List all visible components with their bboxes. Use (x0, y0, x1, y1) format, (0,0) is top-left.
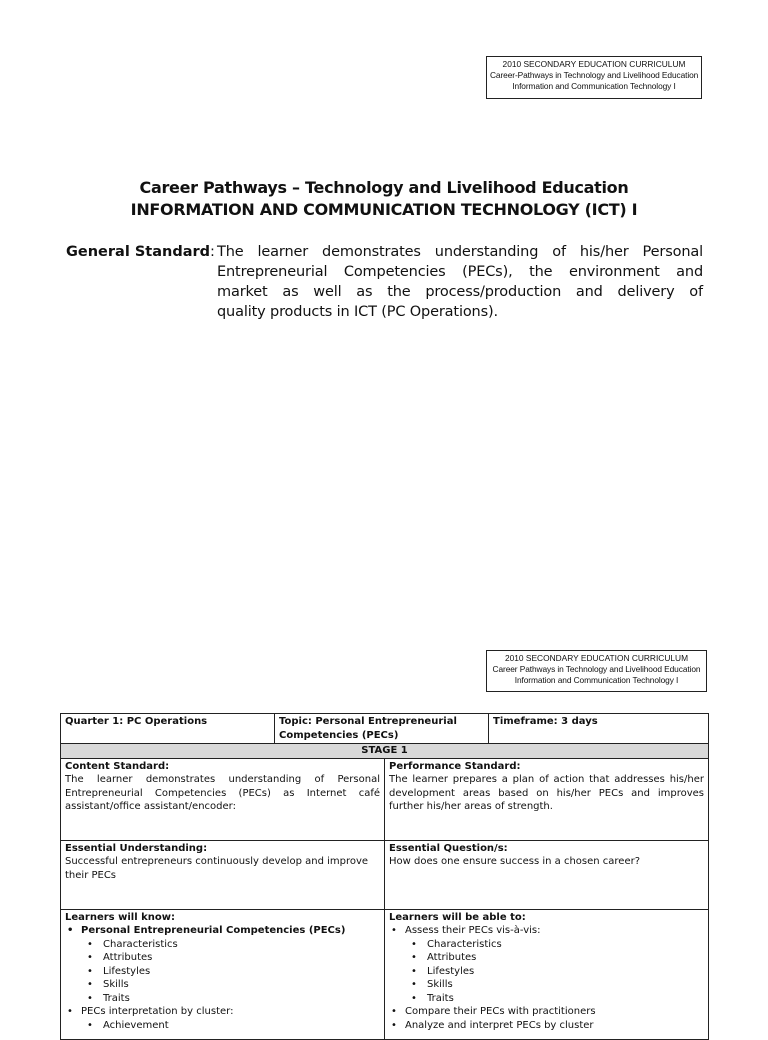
quarter-cell (61, 714, 275, 744)
essential-understanding-label: Essential Understanding: (65, 842, 208, 854)
standards-row (61, 758, 709, 840)
stage-cell (61, 744, 709, 759)
curriculum-header-line: 2010 SECONDARY EDUCATION CURRICULUM (504, 653, 689, 663)
learners-know-cell (61, 909, 385, 1039)
list-item: • Characteristics (65, 938, 380, 952)
essential-understanding-text: Successful entrepreneurs continuously develop and improve their PECs (65, 856, 369, 881)
timeframe-cell (489, 714, 709, 744)
essential-question-cell (385, 840, 709, 909)
list-item: • Achievement (65, 1019, 380, 1033)
curriculum-header-line: Information and Communication Technology I (512, 81, 676, 91)
list-item: • Personal Entrepreneurial Competencies (PECs) (65, 924, 380, 938)
list-item: • Lifestyles (65, 965, 380, 979)
general-standard-text (217, 242, 703, 322)
table-header-row (61, 714, 709, 744)
list-item: • Lifestyles (389, 965, 704, 979)
essential-question-text: How does one ensure success in a chosen career? (389, 856, 641, 867)
general-standard-line: Entrepreneurial Competencies (PECs), the environment and (217, 264, 703, 280)
list-item: • Attributes (65, 951, 380, 965)
curriculum-table (60, 713, 709, 1040)
topic-line: Topic: Personal Entrepreneurial (279, 716, 457, 727)
curriculum-header-line: 2010 SECONDARY EDUCATION CURRICULUM (502, 59, 686, 69)
list-item: • PECs interpretation by cluster: (65, 1005, 380, 1019)
performance-standard-label: Performance Standard: (389, 760, 521, 772)
topic-line: Competencies (PECs) (279, 729, 399, 741)
learners-know-label: Learners will know: (65, 911, 175, 923)
content-standard-label: Content Standard: (65, 760, 170, 772)
quarter-text: Quarter 1: PC Operations (65, 716, 208, 727)
list-item: • Analyze and interpret PECs by cluster (389, 1019, 704, 1033)
learners-know-list (65, 924, 380, 1032)
curriculum-header-box-2 (486, 650, 707, 692)
learners-able-label: Learners will be able to: (389, 911, 526, 923)
learners-able-list (389, 924, 704, 1032)
general-standard-line: quality products in ICT (PC Operations). (217, 304, 498, 320)
general-standard-label (66, 242, 215, 262)
timeframe-text: Timeframe: 3 days (493, 716, 598, 727)
list-item: • Assess their PECs vis-à-vis: (389, 924, 704, 938)
topic-cell (275, 714, 489, 744)
list-item: • Traits (389, 992, 704, 1006)
performance-standard-cell (385, 758, 709, 840)
stage-label: STAGE 1 (361, 745, 408, 756)
list-item: • Skills (389, 978, 704, 992)
curriculum-header-line: Career-Pathways in Technology and Livelihood Education (489, 70, 699, 80)
content-standard-text: The learner demonstrates understanding of Personal Entrepreneurial Competencies (PECs) as Internet café assistant/office assistant/encoder: (65, 774, 380, 812)
essentials-row (61, 840, 709, 909)
learners-row (61, 909, 709, 1039)
essential-question-label: Essential Question/s: (389, 842, 508, 854)
list-item: • Traits (65, 992, 380, 1006)
list-item: • Compare their PECs with practitioners (389, 1005, 704, 1019)
general-standard-line: The learner demonstrates understanding of his/her Personal (217, 244, 703, 260)
performance-standard-text: The learner prepares a plan of action that addresses his/her development areas based on his/her PECs and improves further his/her areas of strength. (389, 774, 704, 812)
stage-row (61, 744, 709, 759)
curriculum-header-line: Career Pathways in Technology and Livelihood Education (492, 664, 701, 674)
curriculum-header-line: Information and Communication Technology I (514, 675, 679, 685)
content-standard-cell (61, 758, 385, 840)
essential-understanding-cell (61, 840, 385, 909)
document-subtitle: INFORMATION AND COMMUNICATION TECHNOLOGY (ICT) I (130, 200, 638, 219)
learners-able-cell (385, 909, 709, 1039)
general-standard-label-text: General Standard (66, 244, 211, 260)
curriculum-header-box (486, 56, 702, 99)
document-title: Career Pathways – Technology and Livelihood Education (139, 178, 629, 197)
general-standard-colon: : (210, 244, 215, 260)
list-item: • Characteristics (389, 938, 704, 952)
list-item: • Skills (65, 978, 380, 992)
general-standard-line: market as well as the process/production and delivery of (217, 284, 703, 300)
list-item: • Attributes (389, 951, 704, 965)
